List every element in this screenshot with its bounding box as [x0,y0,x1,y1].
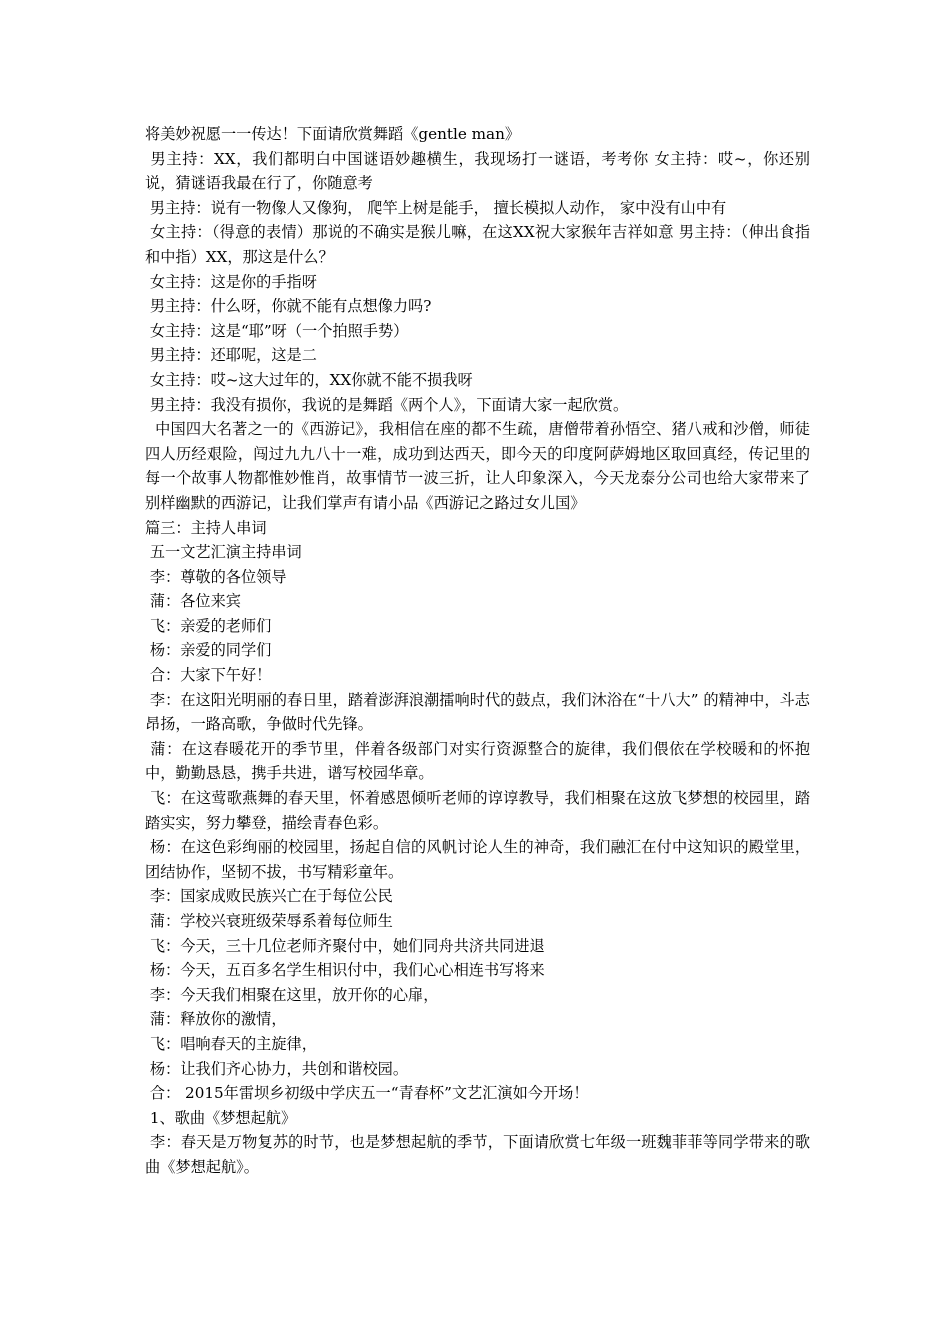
document-paragraph: 飞：亲爱的老师们 [145,616,272,635]
document-paragraph: 男主持：还耶呢，这是二 [145,346,317,365]
document-paragraph: 篇三：主持人串词 [145,518,267,537]
document-paragraph: 飞：在这莺歌燕舞的春天里，怀着感恩倾听老师的谆谆教导，我们相聚在这放飞梦想的校园里，踏踏实实，努力攀登，描绘青春色彩。 [145,789,811,832]
document-paragraph: 男主持：我没有损你，我说的是舞蹈《两个人》，下面请大家一起欣赏。 [145,395,629,414]
document-paragraph: 李：今天我们相聚在这里，放开你的心扉， [145,985,439,1004]
document-paragraph: 飞：今天，三十几位老师齐聚付中，她们同舟共济共同进退 [145,936,545,955]
document-paragraph: 男主持：什么呀，你就不能有点想像力吗? [145,297,432,316]
document-paragraph: 男主持：说有一物像人又像狗， 爬竿上树是能手， 擅长模拟人动作， 家中没有山中有 [145,198,727,217]
document-paragraph: 女主持：这是“耶”呀（一个拍照手势） [145,321,409,340]
document-paragraph: 女主持：这是你的手指呀 [145,272,317,291]
document-paragraph: 飞：唱响春天的主旋律， [145,1034,317,1053]
document-paragraph: 李：在这阳光明丽的春日里，踏着澎湃浪潮擂响时代的鼓点，我们沐浴在“十八大” 的精神中，斗志昂扬，一路高歌，争做时代先锋。 [145,690,810,734]
document-paragraph: 将美妙祝愿一一传达！下面请欣赏舞蹈《gentle man》 [145,125,521,143]
document-paragraph: 蒲：释放你的激情， [145,1010,287,1029]
document-paragraph: 李：国家成败民族兴亡在于每位公民 [145,887,393,906]
document-paragraph: 杨：在这色彩绚丽的校园里，扬起自信的风帆讨论人生的神奇，我们融汇在付中这知识的殿堂里，团结协作，坚韧不拔，书写精彩童年。 [145,838,811,881]
document-paragraph: 杨：亲爱的同学们 [145,641,272,660]
document-paragraph: 蒲：学校兴衰班级荣辱系着每位师生 [145,912,393,930]
document-paragraph: 1、歌曲《梦想起航》 [145,1108,297,1127]
document-paragraph: 李：尊敬的各位领导 [145,567,287,586]
document-paragraph: 女主持：哎~这大过年的，XX你就不能不损我呀 [145,370,473,389]
document-body [145,122,810,1180]
document-paragraph: 杨：让我们齐心协力，共创和谐校园。 [145,1059,409,1078]
document-paragraph: 杨：今天，五百多名学生相识付中，我们心心相连书写将来 [145,961,545,980]
document-paragraph: 合：大家下午好！ [145,666,272,685]
document-paragraph: 女主持：（得意的表情）那说的不确实是猴儿嘛，在这XX祝大家猴年吉祥如意 男主持：（伸出食指和中指）XX，那这是什么？ [145,223,811,266]
document-paragraph: 男主持：XX，我们都明白中国谜语妙趣横生，我现场打一谜语，考考你 女主持：哎~，你还别说，猜谜语我最在行了，你随意考 [145,149,810,193]
document-paragraph: 蒲：各位来宾 [145,592,241,611]
document-paragraph: 中国四大名著之一的《西游记》，我相信在座的都不生疏，唐僧带着孙悟空、猪八戒和沙僧，师徒四人历经艰险，闯过九九八十一难，成功到达西天，即今天的印度阿萨姆地区取回真经，传记里的每一个故事人物都惟妙惟肖，故事情节一波三折，让人印象深入，今天龙泰分公司也给大家带来了别样幽默的西游记，让我们掌声有请小品《西游记之路过女儿国》 [145,420,810,512]
document-paragraph: 李：春天是万物复苏的时节，也是梦想起航的季节，下面请欣赏七年级一班魏菲菲等同学带来的歌曲《梦想起航》。 [145,1133,811,1176]
document-paragraph: 五一文艺汇演主持串词 [145,543,302,562]
document-paragraph: 合： 2015年雷坝乡初级中学庆五一“青春杯”文艺汇演如今开场！ [145,1084,589,1103]
document-paragraph: 蒲：在这春暖花开的季节里，伴着各级部门对实行资源整合的旋律，我们偎依在学校暖和的怀抱中，勤勤恳恳，携手共进，谱写校园华章。 [145,739,811,783]
